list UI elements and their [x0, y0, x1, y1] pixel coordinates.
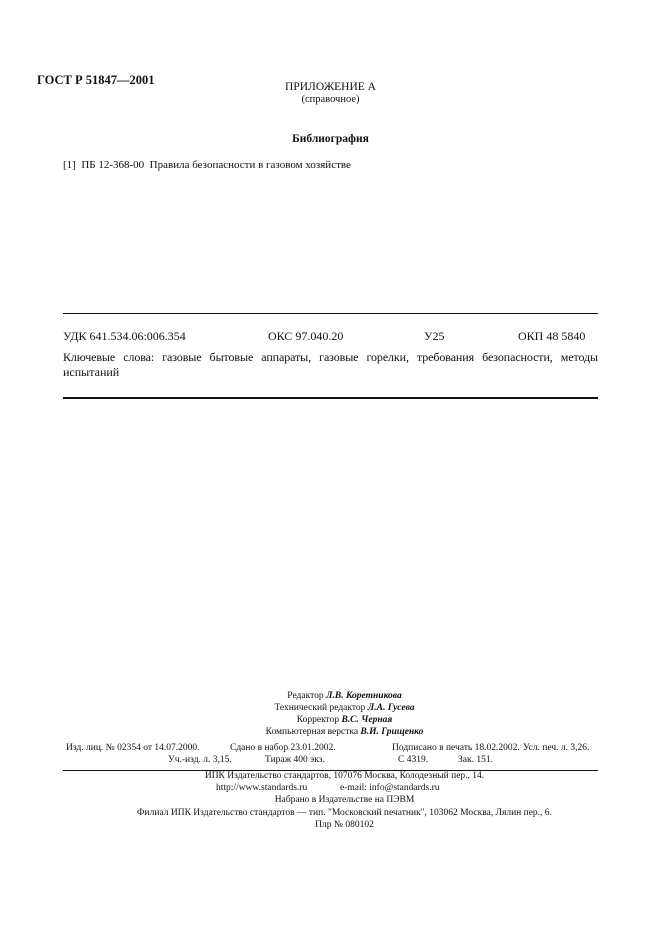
imprint-pub-sheets: Уч.-изд. л. 3,15. [168, 755, 232, 765]
document-id: ГОСТ Р 51847—2001 [37, 73, 155, 87]
thick-divider [63, 397, 598, 399]
divider [63, 313, 598, 314]
okp-code: ОКП 48 5840 [518, 329, 586, 343]
oks-code: ОКС 97.040.20 [268, 329, 344, 343]
keywords-line-2: испытаний [63, 365, 120, 379]
keywords-line-1: Ключевые слова: газовые бытовые аппараты, газовые горелки, требования безопасности, методы [63, 350, 598, 364]
typeset-note: Набрано в Издательстве на ПЭВМ [274, 795, 415, 805]
credit-editor: Редактор Л.В. Коретникова [287, 691, 402, 701]
appendix-title: ПРИЛОЖЕНИЕ А [285, 81, 376, 93]
imprint-order: Зак. 151. [458, 755, 493, 765]
bibliography-item [63, 159, 351, 171]
imprint-circulation: Тираж 400 экз. [265, 755, 325, 765]
item-text: Правила безопасности в газовом хозяйстве [149, 159, 351, 171]
credit-tech-editor: Технический редактор Л.А. Гусева [274, 703, 415, 713]
imprint-typeset: Сдано в набор 23.01.2002. [230, 743, 336, 753]
credit-layout: Компьютерная верстка В.И. Грищенко [265, 727, 424, 737]
printer-address: Филиал ИПК Издательство стандартов — тип. "Московский печатник", 103062 Москва, Лялин пер., 6. [137, 808, 552, 818]
imprint-signed: Подписано в печать 18.02.2002. [392, 743, 520, 753]
imprint-print-sheets: Усл. печ. л. 3,26. [523, 743, 590, 753]
appendix-subtitle: (справочное) [301, 94, 360, 105]
credit-corrector: Корректор В.С. Черная [296, 715, 393, 725]
plr-number: Плр № 080102 [315, 820, 374, 830]
publisher-address: ИПК Издательство стандартов, 107076 Москва, Колодезный пер., 14. [204, 771, 485, 781]
imprint-c: С 4319. [398, 755, 429, 765]
item-code: ПБ 12-368-00 [81, 159, 145, 171]
publisher-url[interactable]: http://www.standards.ru [216, 783, 308, 793]
u-code: У25 [424, 329, 445, 343]
imprint-license: Изд. лиц. № 02354 от 14.07.2000. [66, 743, 200, 753]
udk-code: УДК 641.534.06:006.354 [63, 329, 186, 343]
item-number: [1] [63, 159, 76, 171]
bibliography-title: Библиография [292, 133, 369, 145]
publisher-email[interactable]: e-mail: info@standards.ru [340, 783, 440, 793]
